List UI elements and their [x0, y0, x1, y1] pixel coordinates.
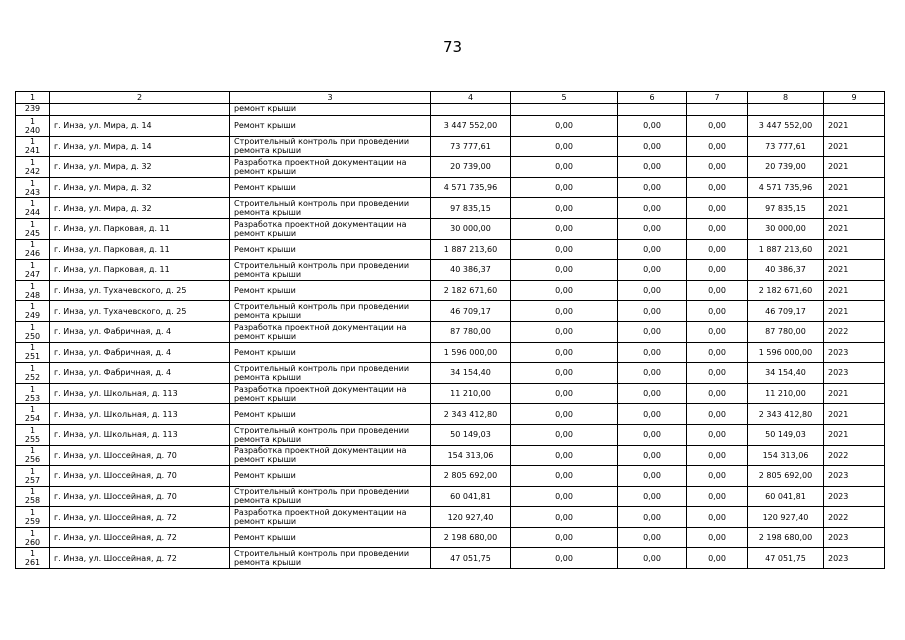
- regional-budget-cell: 0,00: [618, 177, 687, 198]
- row-number-part: 1: [29, 466, 36, 476]
- total-cost-cell: 46 709,17: [431, 301, 511, 322]
- table-row: [16, 321, 885, 342]
- row-number-part: 241: [24, 146, 41, 156]
- local-budget-cell: 0,00: [687, 342, 748, 363]
- address-cell: г. Инза, ул. Мира, д. 14: [50, 116, 230, 137]
- fund-cell: 0,00: [511, 280, 618, 301]
- local-budget-cell: 0,00: [687, 280, 748, 301]
- local-budget-cell: 0,00: [687, 363, 748, 384]
- fund-cell: 0,00: [511, 363, 618, 384]
- table-row: [16, 486, 885, 507]
- page-number: 73: [442, 38, 463, 56]
- column-header: 9: [824, 92, 885, 104]
- regional-budget-cell: 0,00: [618, 321, 687, 342]
- local-budget-cell: 0,00: [687, 239, 748, 260]
- year-cell: 2021: [824, 157, 885, 178]
- address-cell: г. Инза, ул. Шоссейная, д. 72: [50, 527, 230, 548]
- work-type-cell: Разработка проектной документации на ремонт крыши: [230, 445, 431, 466]
- year-cell: 2021: [824, 404, 885, 425]
- row-number: [16, 116, 50, 137]
- row-number-part: 1: [29, 322, 36, 332]
- year-cell: 2021: [824, 198, 885, 219]
- table-row: [16, 116, 885, 137]
- fund-cell: 0,00: [511, 466, 618, 487]
- table-row: [16, 157, 885, 178]
- address-cell: г. Инза, ул. Шоссейная, д. 72: [50, 548, 230, 569]
- row-number: [16, 157, 50, 178]
- fund-cell: 0,00: [511, 157, 618, 178]
- year-cell: 2021: [824, 280, 885, 301]
- year-cell: 2021: [824, 177, 885, 198]
- work-type-cell: Разработка проектной документации на ремонт крыши: [230, 383, 431, 404]
- owners-funds-cell: 1 596 000,00: [748, 342, 824, 363]
- row-number-part: 254: [24, 414, 41, 424]
- fund-cell: 0,00: [511, 507, 618, 528]
- address-cell: г. Инза, ул. Фабричная, д. 4: [50, 321, 230, 342]
- fund-cell: 0,00: [511, 548, 618, 569]
- year-cell: 2023: [824, 466, 885, 487]
- year-cell: 2022: [824, 445, 885, 466]
- regional-budget-cell: 0,00: [618, 548, 687, 569]
- owners-funds-cell: 2 198 680,00: [748, 527, 824, 548]
- local-budget-cell: 0,00: [687, 321, 748, 342]
- row-number-part: 1: [29, 487, 36, 497]
- fund-cell: 0,00: [511, 239, 618, 260]
- table-row: [16, 177, 885, 198]
- local-budget-cell: 0,00: [687, 136, 748, 157]
- total-cost-cell: 1 596 000,00: [431, 342, 511, 363]
- row-number: 239: [16, 104, 50, 116]
- row-number: [16, 198, 50, 219]
- regional-budget-cell: 0,00: [618, 507, 687, 528]
- row-number: [16, 527, 50, 548]
- work-type-cell: Строительный контроль при проведении ремонта крыши: [230, 363, 431, 384]
- owners-funds-cell: 2 182 671,60: [748, 280, 824, 301]
- row-number-part: 247: [24, 269, 41, 279]
- total-cost-cell: 87 780,00: [431, 321, 511, 342]
- owners-funds-cell: 50 149,03: [748, 424, 824, 445]
- row-number-part: 261: [24, 558, 41, 568]
- local-budget-cell: 0,00: [687, 157, 748, 178]
- local-budget-cell: 0,00: [687, 527, 748, 548]
- address-cell: г. Инза, ул. Мира, д. 14: [50, 136, 230, 157]
- total-cost-cell: 2 182 671,60: [431, 280, 511, 301]
- row-number-part: 255: [24, 434, 41, 444]
- fund-cell: 0,00: [511, 301, 618, 322]
- row-number-part: 256: [24, 455, 41, 465]
- regional-budget-cell: 0,00: [618, 239, 687, 260]
- row-number: [16, 260, 50, 281]
- total-cost-cell: 60 041,81: [431, 486, 511, 507]
- year-cell: 2021: [824, 301, 885, 322]
- row-number: [16, 136, 50, 157]
- fund-cell: 0,00: [511, 424, 618, 445]
- row-number-part: 252: [24, 372, 41, 382]
- total-cost-cell: 47 051,75: [431, 548, 511, 569]
- work-type-cell: Разработка проектной документации на ремонт крыши: [230, 321, 431, 342]
- fund-cell: 0,00: [511, 445, 618, 466]
- row-number-part: 1: [29, 425, 36, 435]
- owners-funds-cell: 47 051,75: [748, 548, 824, 569]
- fund-cell: 0,00: [511, 527, 618, 548]
- regional-budget-cell: 0,00: [618, 486, 687, 507]
- fund-cell: 0,00: [511, 260, 618, 281]
- address-cell: г. Инза, ул. Парковая, д. 11: [50, 239, 230, 260]
- row-number: [16, 218, 50, 239]
- table-row: [16, 424, 885, 445]
- year-cell: 2023: [824, 342, 885, 363]
- work-type-cell: Строительный контроль при проведении ремонта крыши: [230, 260, 431, 281]
- address-cell: г. Инза, ул. Мира, д. 32: [50, 157, 230, 178]
- owners-funds-cell: 11 210,00: [748, 383, 824, 404]
- column-header: 3: [230, 92, 431, 104]
- column-header: 8: [748, 92, 824, 104]
- fund-cell: 0,00: [511, 136, 618, 157]
- year-cell: 2021: [824, 260, 885, 281]
- total-cost-cell: 73 777,61: [431, 136, 511, 157]
- local-budget-cell: 0,00: [687, 260, 748, 281]
- row-number-part: 1: [29, 508, 36, 518]
- row-number: [16, 486, 50, 507]
- column-number-row: [16, 92, 885, 104]
- year-cell: 2021: [824, 424, 885, 445]
- address-cell: г. Инза, ул. Мира, д. 32: [50, 177, 230, 198]
- row-number-part: 260: [24, 537, 41, 547]
- table-row: [16, 301, 885, 322]
- year-cell: 2021: [824, 239, 885, 260]
- total-cost-cell: 40 386,37: [431, 260, 511, 281]
- total-cost-cell: 97 835,15: [431, 198, 511, 219]
- row-number-part: 240: [24, 125, 41, 135]
- address-cell: г. Инза, ул. Тухачевского, д. 25: [50, 301, 230, 322]
- owners-funds-cell: 40 386,37: [748, 260, 824, 281]
- row-number-part: 250: [24, 331, 41, 341]
- work-type-cell: Строительный контроль при проведении ремонта крыши: [230, 301, 431, 322]
- row-number-part: 1: [29, 549, 36, 559]
- owners-funds-cell: 46 709,17: [748, 301, 824, 322]
- row-number-part: 1: [29, 137, 36, 147]
- address-cell: г. Инза, ул. Шоссейная, д. 70: [50, 445, 230, 466]
- fund-cell: 0,00: [511, 198, 618, 219]
- owners-funds-cell: 1 887 213,60: [748, 239, 824, 260]
- work-type-cell: Ремонт крыши: [230, 466, 431, 487]
- regional-budget-cell: 0,00: [618, 260, 687, 281]
- fund-cell: 0,00: [511, 218, 618, 239]
- total-cost-cell: 154 313,06: [431, 445, 511, 466]
- work-type-cell: Строительный контроль при проведении ремонта крыши: [230, 198, 431, 219]
- table-row: [16, 548, 885, 569]
- table-row: [16, 280, 885, 301]
- row-number-part: 1: [29, 199, 36, 209]
- table-row: [16, 198, 885, 219]
- row-number-part: 248: [24, 290, 41, 300]
- regional-budget-cell: 0,00: [618, 136, 687, 157]
- year-cell: 2021: [824, 218, 885, 239]
- address-cell: г. Инза, ул. Парковая, д. 11: [50, 218, 230, 239]
- work-type-cell: Разработка проектной документации на ремонт крыши: [230, 157, 431, 178]
- total-cost-cell: 2 198 680,00: [431, 527, 511, 548]
- total-cost-cell: 2 805 692,00: [431, 466, 511, 487]
- local-budget-cell: 0,00: [687, 383, 748, 404]
- table-row: [16, 218, 885, 239]
- owners-funds-cell: 154 313,06: [748, 445, 824, 466]
- row-number-part: 1: [29, 157, 36, 167]
- table-row: [16, 260, 885, 281]
- regional-budget-cell: 0,00: [618, 363, 687, 384]
- row-number-part: 1: [29, 281, 36, 291]
- address-cell: г. Инза, ул. Школьная, д. 113: [50, 424, 230, 445]
- regional-budget-cell: 0,00: [618, 466, 687, 487]
- local-budget-cell: 0,00: [687, 301, 748, 322]
- fund-cell: 0,00: [511, 342, 618, 363]
- local-budget-cell: 0,00: [687, 177, 748, 198]
- regional-budget-cell: 0,00: [618, 383, 687, 404]
- local-budget-cell: 0,00: [687, 198, 748, 219]
- row-number: [16, 383, 50, 404]
- year-cell: 2023: [824, 548, 885, 569]
- address-cell: г. Инза, ул. Фабричная, д. 4: [50, 342, 230, 363]
- work-type-cell: Ремонт крыши: [230, 404, 431, 425]
- local-budget-cell: 0,00: [687, 445, 748, 466]
- work-type-cell: Ремонт крыши: [230, 177, 431, 198]
- owners-funds-cell: 2 805 692,00: [748, 466, 824, 487]
- table-row: [16, 363, 885, 384]
- work-type-cell: Ремонт крыши: [230, 527, 431, 548]
- column-header: 1: [16, 92, 50, 104]
- address-cell: г. Инза, ул. Парковая, д. 11: [50, 260, 230, 281]
- owners-funds-cell: 2 343 412,80: [748, 404, 824, 425]
- row-number-part: 1: [29, 343, 36, 353]
- year-cell: 2022: [824, 321, 885, 342]
- row-number-part: 246: [24, 249, 41, 259]
- local-budget-cell: 0,00: [687, 466, 748, 487]
- row-number-part: 243: [24, 187, 41, 197]
- regional-budget-cell: 0,00: [618, 342, 687, 363]
- row-number-part: 242: [24, 166, 41, 176]
- work-type-cell: Строительный контроль при проведении ремонта крыши: [230, 424, 431, 445]
- address-cell: г. Инза, ул. Шоссейная, д. 70: [50, 486, 230, 507]
- regional-budget-cell: 0,00: [618, 404, 687, 425]
- table-row: [16, 383, 885, 404]
- total-cost-cell: 50 149,03: [431, 424, 511, 445]
- table-row: [16, 404, 885, 425]
- address-cell: г. Инза, ул. Школьная, д. 113: [50, 404, 230, 425]
- total-cost-cell: 2 343 412,80: [431, 404, 511, 425]
- local-budget-cell: 0,00: [687, 486, 748, 507]
- work-type-cell: Ремонт крыши: [230, 116, 431, 137]
- row-number: [16, 548, 50, 569]
- owners-funds-cell: 60 041,81: [748, 486, 824, 507]
- fund-cell: 0,00: [511, 404, 618, 425]
- row-number-part: 1: [29, 116, 36, 126]
- row-number-part: 1: [29, 260, 36, 270]
- fund-cell: 0,00: [511, 177, 618, 198]
- work-type-cell: Ремонт крыши: [230, 239, 431, 260]
- year-cell: 2021: [824, 383, 885, 404]
- table-row: [16, 527, 885, 548]
- row-number: [16, 301, 50, 322]
- row-number: [16, 507, 50, 528]
- owners-funds-cell: 97 835,15: [748, 198, 824, 219]
- row-number: [16, 424, 50, 445]
- regional-budget-cell: 0,00: [618, 218, 687, 239]
- regional-budget-cell: 0,00: [618, 424, 687, 445]
- address-cell: г. Инза, ул. Шоссейная, д. 70: [50, 466, 230, 487]
- fund-cell: 0,00: [511, 383, 618, 404]
- column-header: 7: [687, 92, 748, 104]
- total-cost-cell: 20 739,00: [431, 157, 511, 178]
- total-cost-cell: 4 571 735,96: [431, 177, 511, 198]
- owners-funds-cell: 120 927,40: [748, 507, 824, 528]
- regional-budget-cell: 0,00: [618, 116, 687, 137]
- fund-cell: 0,00: [511, 321, 618, 342]
- row-number: [16, 363, 50, 384]
- row-number-part: 1: [29, 363, 36, 373]
- total-cost-cell: 3 447 552,00: [431, 116, 511, 137]
- row-number-part: 249: [24, 311, 41, 321]
- fund-cell: 0,00: [511, 116, 618, 137]
- row-number-part: 1: [29, 178, 36, 188]
- row-number-part: 245: [24, 228, 41, 238]
- row-number-part: 1: [29, 384, 36, 394]
- regional-budget-cell: 0,00: [618, 527, 687, 548]
- work-type-cell: Строительный контроль при проведении ремонта крыши: [230, 486, 431, 507]
- local-budget-cell: 0,00: [687, 548, 748, 569]
- total-cost-cell: 120 927,40: [431, 507, 511, 528]
- row-number: [16, 445, 50, 466]
- row-number-part: 1: [29, 219, 36, 229]
- row-number-part: 1: [29, 302, 36, 312]
- work-type-cell: Разработка проектной документации на ремонт крыши: [230, 507, 431, 528]
- table-row: [16, 445, 885, 466]
- local-budget-cell: 0,00: [687, 404, 748, 425]
- local-budget-cell: 0,00: [687, 424, 748, 445]
- regional-budget-cell: 0,00: [618, 301, 687, 322]
- work-type-cell: Строительный контроль при проведении ремонта крыши: [230, 136, 431, 157]
- table-row: [16, 466, 885, 487]
- address-cell: г. Инза, ул. Мира, д. 32: [50, 198, 230, 219]
- row-number: [16, 342, 50, 363]
- row-number-part: 1: [29, 528, 36, 538]
- table-row: [16, 342, 885, 363]
- row-number: [16, 239, 50, 260]
- owners-funds-cell: 34 154,40: [748, 363, 824, 384]
- row-number: [16, 280, 50, 301]
- owners-funds-cell: 73 777,61: [748, 136, 824, 157]
- row-number-part: 1: [29, 405, 36, 415]
- column-header: 6: [618, 92, 687, 104]
- year-cell: 2021: [824, 116, 885, 137]
- address-cell: г. Инза, ул. Шоссейная, д. 72: [50, 507, 230, 528]
- local-budget-cell: 0,00: [687, 218, 748, 239]
- regional-budget-cell: 0,00: [618, 157, 687, 178]
- year-cell: 2023: [824, 527, 885, 548]
- column-header: 5: [511, 92, 618, 104]
- column-header: 2: [50, 92, 230, 104]
- address-cell: г. Инза, ул. Школьная, д. 113: [50, 383, 230, 404]
- owners-funds-cell: 20 739,00: [748, 157, 824, 178]
- total-cost-cell: 1 887 213,60: [431, 239, 511, 260]
- row-number-part: 1: [29, 446, 36, 456]
- regional-budget-cell: 0,00: [618, 445, 687, 466]
- row-number-part: 1: [29, 240, 36, 250]
- row-number: [16, 466, 50, 487]
- row-number-part: 244: [24, 208, 41, 218]
- work-type-cell: Строительный контроль при проведении ремонта крыши: [230, 548, 431, 569]
- row-number-part: 251: [24, 352, 41, 362]
- year-cell: 2022: [824, 507, 885, 528]
- continuation-row: [16, 104, 885, 116]
- column-header: 4: [431, 92, 511, 104]
- address-cell: г. Инза, ул. Фабричная, д. 4: [50, 363, 230, 384]
- local-budget-cell: 0,00: [687, 116, 748, 137]
- table-row: [16, 507, 885, 528]
- table-row: [16, 136, 885, 157]
- owners-funds-cell: 4 571 735,96: [748, 177, 824, 198]
- year-cell: 2023: [824, 486, 885, 507]
- regional-budget-cell: 0,00: [618, 198, 687, 219]
- row-number-part: 253: [24, 393, 41, 403]
- work-type-cell: Разработка проектной документации на ремонт крыши: [230, 218, 431, 239]
- total-cost-cell: 34 154,40: [431, 363, 511, 384]
- row-number-part: 259: [24, 517, 41, 527]
- work-type-cell: Ремонт крыши: [230, 342, 431, 363]
- work-type-cell: Ремонт крыши: [230, 280, 431, 301]
- year-cell: 2023: [824, 363, 885, 384]
- total-cost-cell: 11 210,00: [431, 383, 511, 404]
- row-number-part: 257: [24, 475, 41, 485]
- work-type-cell: ремонт крыши: [230, 104, 431, 116]
- owners-funds-cell: 30 000,00: [748, 218, 824, 239]
- regional-budget-cell: 0,00: [618, 280, 687, 301]
- row-number: [16, 404, 50, 425]
- address-cell: г. Инза, ул. Тухачевского, д. 25: [50, 280, 230, 301]
- owners-funds-cell: 87 780,00: [748, 321, 824, 342]
- total-cost-cell: 30 000,00: [431, 218, 511, 239]
- fund-cell: 0,00: [511, 486, 618, 507]
- address-cell: [50, 104, 230, 116]
- repair-program-table: [15, 91, 885, 569]
- table-row: [16, 239, 885, 260]
- row-number: [16, 321, 50, 342]
- row-number: [16, 177, 50, 198]
- row-number-part: 258: [24, 496, 41, 506]
- owners-funds-cell: 3 447 552,00: [748, 116, 824, 137]
- year-cell: 2021: [824, 136, 885, 157]
- local-budget-cell: 0,00: [687, 507, 748, 528]
